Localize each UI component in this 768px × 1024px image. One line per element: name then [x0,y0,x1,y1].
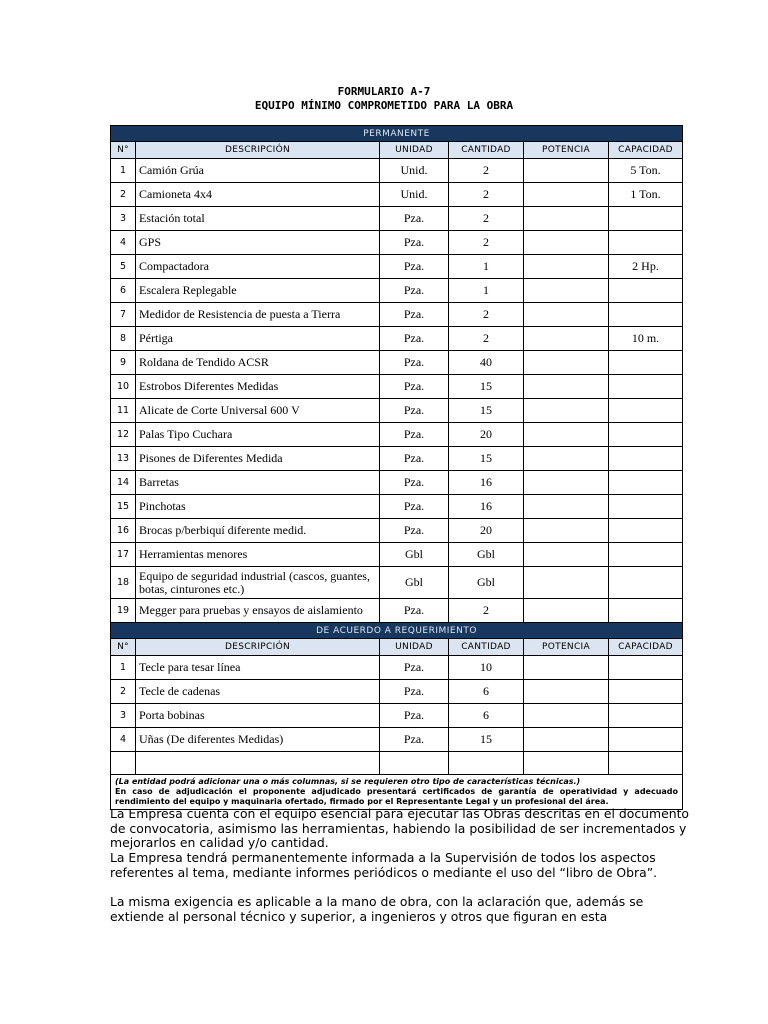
table-row [111,728,683,752]
row-quantity: 2 [449,327,524,351]
row-description: Estación total [136,207,380,231]
empty-cell [111,752,136,775]
table-row [111,519,683,543]
row-unit: Gbl [380,543,449,567]
row-capacity [609,399,683,423]
row-unit: Pza. [380,471,449,495]
row-capacity [609,656,683,680]
row-number: 4 [111,728,136,752]
table-row [111,495,683,519]
row-power [524,351,609,375]
col-header-description: DESCRIPCIÓN [136,639,380,656]
row-description: Megger para pruebas y ensayos de aislamiento [136,599,380,623]
row-capacity [609,519,683,543]
table-row [111,423,683,447]
row-unit: Pza. [380,351,449,375]
col-header-description: DESCRIPCIÓN [136,142,380,159]
table-row [111,599,683,623]
row-quantity: Gbl [449,567,524,599]
row-description: Alicate de Corte Universal 600 V [136,399,380,423]
row-quantity: 20 [449,423,524,447]
row-capacity [609,599,683,623]
row-number: 9 [111,351,136,375]
row-unit: Unid. [380,159,449,183]
row-capacity [609,543,683,567]
table-row [111,279,683,303]
col-header-power: POTENCIA [524,142,609,159]
row-description: Compactadora [136,255,380,279]
row-unit: Pza. [380,423,449,447]
row-number: 15 [111,495,136,519]
section-header-requirement: DE ACUERDO A REQUERIMIENTO [111,623,683,639]
row-unit: Pza. [380,519,449,543]
row-unit: Unid. [380,183,449,207]
row-power [524,159,609,183]
col-header-capacity: CAPACIDAD [609,142,683,159]
row-number: 18 [111,567,136,599]
row-number: 16 [111,519,136,543]
row-capacity: 5 Ton. [609,159,683,183]
empty-cell [136,752,380,775]
table-row [111,159,683,183]
row-quantity: 2 [449,599,524,623]
table-row [111,375,683,399]
table-row [111,567,683,599]
row-description: Pértiga [136,327,380,351]
column-header-row [111,639,683,656]
table-row [111,680,683,704]
row-description: Herramientas menores [136,543,380,567]
row-description: Escalera Replegable [136,279,380,303]
row-power [524,704,609,728]
empty-cell [609,752,683,775]
row-quantity: 15 [449,399,524,423]
empty-cell [524,752,609,775]
row-capacity [609,231,683,255]
row-power [524,327,609,351]
row-number: 17 [111,543,136,567]
row-unit: Pza. [380,447,449,471]
row-quantity: 2 [449,183,524,207]
row-number: 1 [111,159,136,183]
row-number: 11 [111,399,136,423]
table-row [111,183,683,207]
row-power [524,656,609,680]
col-header-capacity: CAPACIDAD [609,639,683,656]
paragraph-2: La Empresa tendrá permanentemente informada a la Supervisión de todos los aspectos referentes al tema, mediante informes periódicos o mediante el uso del “libro de Obra”. [110,850,658,880]
row-power [524,447,609,471]
table-row [111,543,683,567]
row-power [524,680,609,704]
row-number: 13 [111,447,136,471]
row-capacity [609,495,683,519]
row-power [524,303,609,327]
section-header-permanent: PERMANENTE [111,126,683,142]
row-capacity [609,303,683,327]
row-capacity [609,279,683,303]
row-description: Camioneta 4x4 [136,183,380,207]
row-power [524,231,609,255]
row-unit: Pza. [380,399,449,423]
row-power [524,471,609,495]
row-description: Medidor de Resistencia de puesta a Tierra [136,303,380,327]
table-row [111,399,683,423]
row-power [524,495,609,519]
row-quantity: 2 [449,207,524,231]
empty-row [111,752,683,775]
row-unit: Pza. [380,495,449,519]
row-quantity: 16 [449,495,524,519]
row-description: Equipo de seguridad industrial (cascos, guantes, botas, cinturones etc.) [136,567,380,599]
table-row [111,327,683,351]
row-power [524,599,609,623]
row-description: Porta bobinas [136,704,380,728]
row-unit: Pza. [380,680,449,704]
table-row [111,303,683,327]
row-unit: Gbl [380,567,449,599]
row-description: Tecle de cadenas [136,680,380,704]
row-capacity [609,704,683,728]
table-row [111,207,683,231]
row-capacity: 2 Hp. [609,255,683,279]
col-header-quantity: CANTIDAD [449,142,524,159]
row-unit: Pza. [380,656,449,680]
row-quantity: 2 [449,303,524,327]
row-capacity [609,471,683,495]
row-unit: Pza. [380,728,449,752]
row-quantity: 1 [449,279,524,303]
row-number: 2 [111,680,136,704]
row-description: Roldana de Tendido ACSR [136,351,380,375]
table-row [111,255,683,279]
table-row [111,231,683,255]
row-power [524,519,609,543]
row-quantity: 1 [449,255,524,279]
table-notes [111,775,683,810]
row-capacity [609,680,683,704]
row-capacity: 10 m. [609,327,683,351]
row-capacity [609,351,683,375]
row-power [524,567,609,599]
row-number: 12 [111,423,136,447]
row-number: 3 [111,207,136,231]
form-subtitle: EQUIPO MÍNIMO COMPROMETIDO PARA LA OBRA [254,99,514,112]
row-description: GPS [136,231,380,255]
empty-cell [449,752,524,775]
row-power [524,728,609,752]
row-power [524,375,609,399]
row-description: Barretas [136,471,380,495]
row-power [524,207,609,231]
table-row [111,351,683,375]
row-quantity: 20 [449,519,524,543]
row-quantity: 15 [449,375,524,399]
col-header-unit: UNIDAD [380,639,449,656]
row-power [524,543,609,567]
row-number: 10 [111,375,136,399]
row-description: Pisones de Diferentes Medida [136,447,380,471]
row-description: Estrobos Diferentes Medidas [136,375,380,399]
table-row [111,704,683,728]
row-unit: Pza. [380,704,449,728]
row-number: 1 [111,656,136,680]
row-unit: Pza. [380,255,449,279]
note-italic: (La entidad podrá adicionar una o más columnas, si se requieren otro tipo de características técnicas.) [115,777,581,786]
row-quantity: 40 [449,351,524,375]
row-quantity: 2 [449,231,524,255]
row-capacity [609,728,683,752]
row-unit: Pza. [380,327,449,351]
paragraph-1: La Empresa cuenta con el equipo esencial para ejecutar las Obras descritas en el documento de convocatoria, asimismo las herramientas, habiendo la posibilidad de ser incrementados y mejorarlos en calidad y/o cantidad. [110,806,690,851]
column-header-row [111,142,683,159]
row-power [524,279,609,303]
row-quantity: 6 [449,680,524,704]
row-unit: Pza. [380,279,449,303]
row-number: 7 [111,303,136,327]
table-row [111,471,683,495]
table-row [111,447,683,471]
col-header-unit: UNIDAD [380,142,449,159]
row-description: Tecle para tesar línea [136,656,380,680]
row-power [524,399,609,423]
row-number: 3 [111,704,136,728]
row-unit: Pza. [380,303,449,327]
paragraph-3: La misma exigencia es aplicable a la mano de obra, con la aclaración que, además se extiende al personal técnico y superior, a ingenieros y otros que figuran en esta [110,894,644,924]
form-title: FORMULARIO A-7 [337,85,431,98]
row-capacity [609,447,683,471]
col-header-number: N° [111,639,136,656]
row-quantity: 2 [449,159,524,183]
row-quantity: Gbl [449,543,524,567]
row-number: 4 [111,231,136,255]
row-capacity [609,567,683,599]
row-description: Uñas (De diferentes Medidas) [136,728,380,752]
row-quantity: 15 [449,447,524,471]
row-number: 14 [111,471,136,495]
row-quantity: 16 [449,471,524,495]
row-capacity [609,423,683,447]
row-unit: Pza. [380,231,449,255]
row-capacity [609,207,683,231]
row-capacity: 1 Ton. [609,183,683,207]
row-unit: Pza. [380,375,449,399]
col-header-number: N° [111,142,136,159]
table-row [111,656,683,680]
note-body: En caso de adjudicación el proponente adjudicado presentará certificados de garantía de operatividad y adecuado rendimiento del equipo y maquinaria ofertado, firmado por el Representante Legal y un profesional del área. [115,787,679,806]
row-number: 2 [111,183,136,207]
row-quantity: 10 [449,656,524,680]
row-description: Brocas p/berbiquí diferente medid. [136,519,380,543]
row-power [524,423,609,447]
row-quantity: 6 [449,704,524,728]
row-quantity: 15 [449,728,524,752]
row-power [524,183,609,207]
col-header-quantity: CANTIDAD [449,639,524,656]
row-number: 19 [111,599,136,623]
col-header-power: POTENCIA [524,639,609,656]
equipment-table [110,125,683,810]
row-number: 6 [111,279,136,303]
row-unit: Pza. [380,207,449,231]
row-capacity [609,375,683,399]
row-description: Palas Tipo Cuchara [136,423,380,447]
row-number: 5 [111,255,136,279]
empty-cell [380,752,449,775]
row-description: Pinchotas [136,495,380,519]
row-number: 8 [111,327,136,351]
row-power [524,255,609,279]
row-unit: Pza. [380,599,449,623]
row-description: Camión Grúa [136,159,380,183]
